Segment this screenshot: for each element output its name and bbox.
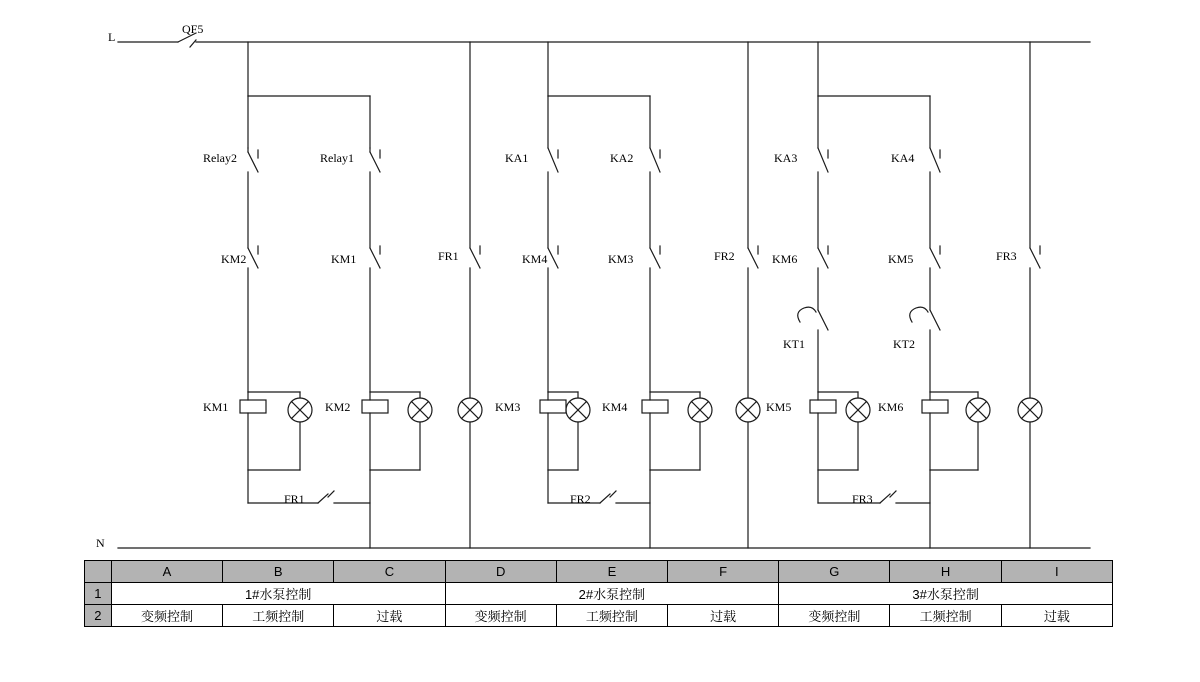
km5-blade (930, 248, 940, 268)
legend-col-a: A (111, 561, 222, 583)
legend-cell-c2: 过载 (334, 605, 445, 627)
relay-label-ka2: KA2 (610, 151, 634, 165)
ka1-blade (548, 148, 558, 172)
kt1-arc (798, 307, 816, 322)
legend-col-h: H (890, 561, 1001, 583)
legend-row-id-1: 1 (85, 583, 112, 605)
legend-cell-i2: 过载 (1001, 605, 1112, 627)
overload-label-fr2: FR2 (570, 492, 591, 506)
legend-col-d: D (445, 561, 556, 583)
breaker-label: QF5 (182, 22, 204, 36)
coil-label-km4: KM4 (602, 400, 628, 414)
fr2-col-blade (748, 248, 758, 268)
legend-col-f: F (668, 561, 779, 583)
relay-label-relay1: Relay1 (320, 151, 354, 165)
fr3-blade (880, 494, 890, 503)
relay-label-ka3: KA3 (774, 151, 798, 165)
contact-label-km5: KM5 (888, 252, 914, 266)
contact-label-km3: KM3 (608, 252, 634, 266)
contact-label-km6: KM6 (772, 252, 798, 266)
fr3-col-blade (1030, 248, 1040, 268)
ka2-blade (650, 148, 660, 172)
legend-cell-b2: 工频控制 (223, 605, 334, 627)
contact-label-fr3: FR3 (996, 249, 1017, 263)
km4-blade (548, 248, 558, 268)
relay-label-relay2: Relay2 (203, 151, 237, 165)
km2-blade (248, 248, 258, 268)
kt2-blade (930, 310, 940, 330)
legend-col-i: I (1001, 561, 1112, 583)
timer-label-kt1: KT1 (783, 337, 805, 351)
table-row (85, 583, 1113, 605)
legend-col-e: E (556, 561, 667, 583)
neutral-rail-label: N (96, 536, 105, 550)
overload-label-fr3: FR3 (852, 492, 873, 506)
coil-label-km2: KM2 (325, 400, 351, 414)
contact-label-km1: KM1 (331, 252, 357, 266)
coil-km6 (922, 400, 948, 413)
coil-label-km3: KM3 (495, 400, 521, 414)
relay1-blade (370, 152, 380, 172)
coil-label-km5: KM5 (766, 400, 792, 414)
ka4-blade (930, 148, 940, 172)
legend-cell-d2: 变频控制 (445, 605, 556, 627)
kt1-blade (818, 310, 828, 330)
legend-cell-pump3: 3#水泵控制 (779, 583, 1113, 605)
coil-km3 (540, 400, 566, 413)
fr2-blade (600, 494, 610, 503)
legend-corner-cell (85, 561, 112, 583)
legend-col-g: G (779, 561, 890, 583)
relay2-blade (248, 152, 258, 172)
legend-cell-pump1: 1#水泵控制 (111, 583, 445, 605)
legend-cell-f2: 过载 (668, 605, 779, 627)
coil-km4 (642, 400, 668, 413)
legend-table (84, 560, 1113, 627)
fr1-blade (318, 494, 328, 503)
coil-label-km6: KM6 (878, 400, 904, 414)
legend-col-c: C (334, 561, 445, 583)
coil-km5 (810, 400, 836, 413)
legend-header-row (85, 561, 1113, 583)
contact-label-km4: KM4 (522, 252, 548, 266)
coil-label-km1: KM1 (203, 400, 229, 414)
legend-cell-g2: 变频控制 (779, 605, 890, 627)
km3-blade (650, 248, 660, 268)
legend-cell-h2: 工频控制 (890, 605, 1001, 627)
km6-blade (818, 248, 828, 268)
breaker-mark (190, 40, 196, 47)
fr3-mark (890, 491, 896, 497)
contact-label-fr1: FR1 (438, 249, 459, 263)
fr1-mark (328, 491, 334, 497)
fr1-col-blade (470, 248, 480, 268)
fr2-mark (610, 491, 616, 497)
timer-label-kt2: KT2 (893, 337, 915, 351)
legend-cell-e2: 工频控制 (556, 605, 667, 627)
contact-label-km2: KM2 (221, 252, 247, 266)
legend-col-b: B (223, 561, 334, 583)
contact-label-fr2: FR2 (714, 249, 735, 263)
legend-cell-pump2: 2#水泵控制 (445, 583, 779, 605)
km1-blade (370, 248, 380, 268)
legend-row-id-2: 2 (85, 605, 112, 627)
ka3-blade (818, 148, 828, 172)
table-row (85, 605, 1113, 627)
live-rail-label: L (108, 30, 116, 44)
coil-km1 (240, 400, 266, 413)
legend-cell-a2: 变频控制 (111, 605, 222, 627)
relay-label-ka4: KA4 (891, 151, 915, 165)
relay-label-ka1: KA1 (505, 151, 529, 165)
overload-label-fr1: FR1 (284, 492, 305, 506)
kt2-arc (910, 307, 928, 322)
coil-km2 (362, 400, 388, 413)
